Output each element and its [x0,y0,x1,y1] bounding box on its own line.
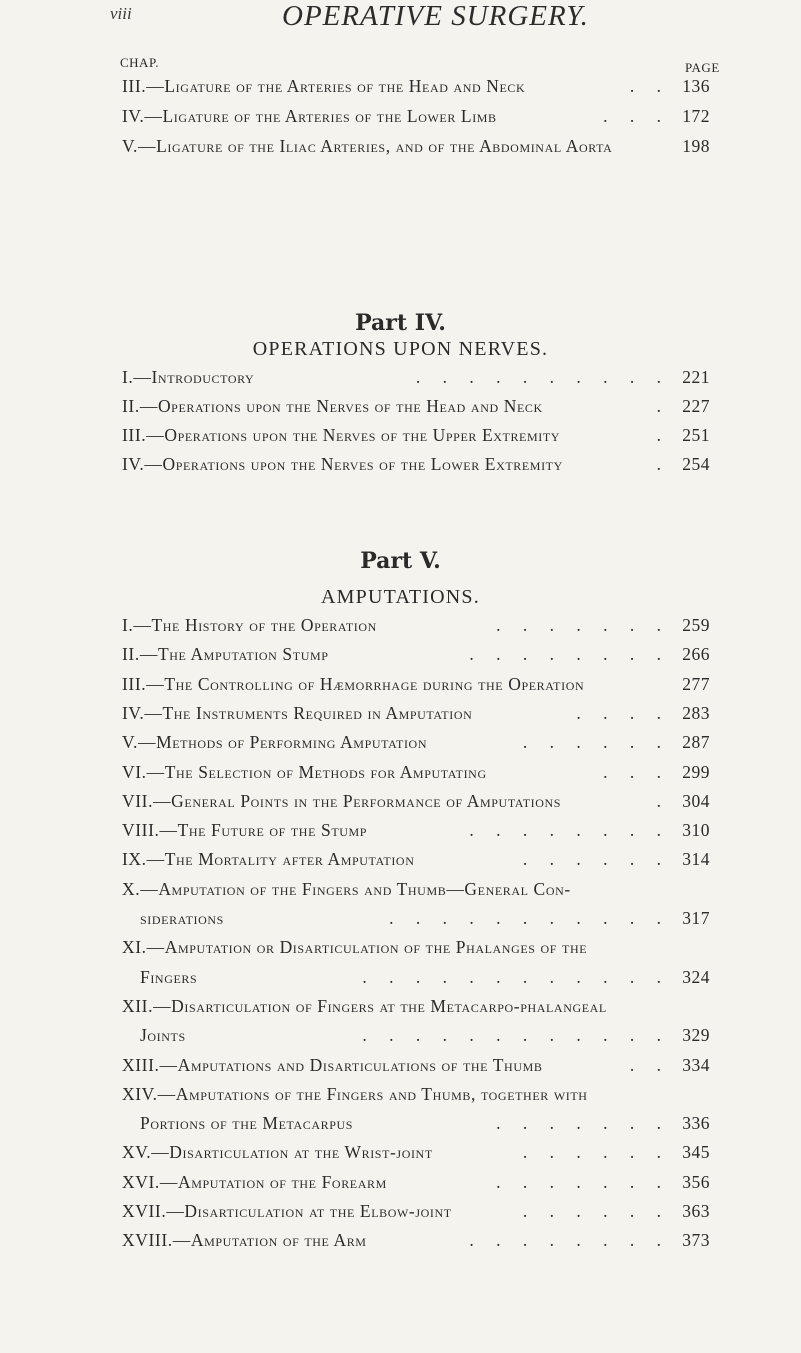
chapter-title: —The Amputation Stump [139,644,329,665]
page-ref: 221 [682,367,710,387]
toc-entry-text [122,701,472,725]
toc-entry [0,994,801,1018]
page-ref: 334 [682,1054,710,1075]
chapter-number: VIII. [122,820,160,841]
leader-dots: . [656,396,670,416]
toc-entry [0,730,801,754]
chapter-title: —Operations upon the Nerves of the Lower Extremity [144,454,563,474]
toc-entry [0,365,801,389]
leader-dots: . . . . . . . . . . . . [362,966,670,987]
chapter-title: —Ligature of the Arteries of the Head and Neck [146,76,526,96]
chapter-number: XVI. [122,1171,160,1192]
leader-dots: . . . . . . . [496,615,670,635]
chapter-number: III. [122,76,147,96]
page-column-label: PAGE [685,60,720,75]
leader-dots: . . . . . . . . [469,1230,670,1251]
chapter-title: —The Controlling of Hæmorrhage during the Operation [146,673,585,694]
toc-entry-text [140,965,197,989]
toc-entry-text [122,365,254,389]
chapter-title: —Amputation of the Forearm [159,1171,387,1192]
leader-dots: . . . . . . [522,849,670,870]
toc-entry [0,1228,801,1252]
toc-entry-text [122,423,560,447]
toc-entry-text [122,1170,387,1194]
leader-dots: . . . . . . . . . . . [389,908,670,928]
chapter-number: I. [122,615,134,635]
part-v-subheading: AMPUTATIONS. [321,586,480,608]
toc-entry-text [122,74,525,98]
toc-entry-text [122,452,563,476]
chapter-title: —Ligature of the Iliac Arteries, and of the Abdominal Aorta [137,136,613,156]
leader-dots: . . . . . . . . . . . . [362,1025,670,1046]
toc-entry [0,104,801,128]
page-ref: 299 [682,761,710,782]
chapter-number: XIII. [122,1054,160,1075]
toc-entry [0,394,801,418]
leader-dots: . [656,790,670,811]
toc-entry [0,818,801,842]
leader-dots: . . . . . . . . [469,644,670,665]
page-ref: 317 [682,908,710,928]
leader-dots: . . . . . . . . . . [415,367,670,387]
chapter-title: —Methods of Performing Amputation [137,732,428,753]
page-ref: 283 [682,702,710,723]
chapter-title: —Disarticulation of Fingers at the Metacarpo-phalangeal [153,995,607,1016]
toc-entry-text [140,1111,353,1135]
toc-entry-text [122,1199,452,1223]
chapter-title: —Amputations of the Fingers and Thumb, together with [157,1083,588,1104]
page-ref: 277 [682,673,710,694]
chapter-title: —Disarticulation at the Elbow-joint [166,1201,452,1221]
chapter-number: IV. [122,106,145,126]
toc-entry-text [122,394,543,418]
running-title: OPERATIVE SURGERY. [282,0,589,32]
chapter-title: siderations [140,908,224,928]
chapter-title: —The History of the Operation [133,615,377,635]
leader-dots: . . [629,1054,670,1075]
chapter-number: III. [122,673,147,694]
page-ref: 336 [682,1113,710,1134]
toc-entry-text [122,1082,588,1106]
page-ref: 251 [682,425,710,445]
toc-entry-text [122,847,414,871]
toc-entry-text [122,104,497,128]
chapter-title: Fingers [140,966,198,987]
page-ref: 198 [682,136,710,156]
page-ref: 287 [682,732,710,753]
page-ref: 172 [682,106,710,126]
page-ref: 266 [682,644,710,665]
chapter-number: VI. [122,761,147,782]
toc-entry-text [122,760,487,784]
leader-dots: . [656,454,670,474]
toc-entry-text [122,1140,433,1164]
chapter-number: XVIII. [122,1230,173,1251]
leader-dots: . . . [603,106,670,126]
chapter-number: III. [122,425,147,445]
chapter-title: Portions of the Metacarpus [140,1113,354,1134]
toc-entry [0,672,801,696]
chapter-number: V. [122,136,138,156]
chapter-title: Joints [140,1025,186,1046]
chapter-title: —The Selection of Methods for Amputating [146,761,487,782]
toc-entry [0,1199,801,1223]
page-ref: 345 [682,1142,710,1163]
chapter-number: X. [122,878,141,899]
chapter-number: XI. [122,937,147,958]
chapter-title: —Ligature of the Arteries of the Lower Limb [144,106,497,126]
chapter-number: IV. [122,454,145,474]
toc-entry-text [122,877,571,901]
leader-dots: . . . [603,761,670,782]
toc-entry [0,1111,801,1135]
toc-entry [0,935,801,959]
toc-entry [0,701,801,725]
toc-entry [0,1053,801,1077]
toc-entry-text [122,935,587,959]
chapter-number: VII. [122,790,154,811]
chapter-number: II. [122,644,140,665]
page-ref: 136 [682,76,710,96]
toc-entry [0,847,801,871]
toc-entry [0,613,801,637]
toc-entry [0,642,801,666]
chapter-number: II. [122,396,140,416]
part-iv-subheading: OPERATIONS UPON NERVES. [252,338,549,360]
page-ref: 363 [682,1201,710,1221]
page-number: viii [110,4,132,23]
toc-entry [0,965,801,989]
page-ref: 329 [682,1025,710,1046]
leader-dots: . [656,425,670,445]
leader-dots: . . . . . . . . [469,820,670,841]
chapter-title: —The Future of the Stump [159,820,368,841]
chapter-number: I. [122,367,134,387]
toc-entry [0,1082,801,1106]
leader-dots: . . . . . . [522,732,670,753]
leader-dots: . . . . . . . [496,1171,670,1192]
toc-entry [0,452,801,476]
chapter-title: —General Points in the Performance of Amputations [153,790,562,811]
toc-entry [0,906,801,930]
toc-entry [0,423,801,447]
chapter-title: —Introductory [133,367,255,387]
chapter-title: —Amputations and Disarticulations of the Thumb [159,1054,543,1075]
page-ref: 356 [682,1171,710,1192]
toc-entry-text [122,642,329,666]
chapter-title: —Operations upon the Nerves of the Head and Neck [139,396,543,416]
toc-entry [0,1140,801,1164]
page-ref: 227 [682,396,710,416]
toc-entry-text [122,134,612,158]
toc-entry-text [122,730,427,754]
leader-dots: . . . . . . . [496,1113,670,1134]
toc-entry [0,134,801,158]
part-v-heading: Part V. [360,548,441,574]
toc-entry-text [122,1228,367,1252]
toc-entry [0,1170,801,1194]
toc-entry [0,760,801,784]
toc-entry [0,877,801,901]
chapter-title: —Amputation of the Fingers and Thumb—General Con- [140,878,571,899]
page-ref: 310 [682,820,710,841]
toc-entry [0,789,801,813]
page-ref: 314 [682,849,710,870]
chapter-number: XV. [122,1142,152,1163]
chapter-title: —The Mortality after Amputation [146,849,415,870]
leader-dots: . . [629,76,670,96]
leader-dots: . . . . . . [522,1201,670,1221]
leader-dots: . . . . . . [522,1142,670,1163]
page-ref: 324 [682,966,710,987]
toc-entry [0,74,801,98]
toc-entry-text [122,1053,542,1077]
toc-entry-text [122,613,377,637]
chapter-title: —The Instruments Required in Amputation [144,702,473,723]
toc-entry-text [122,818,367,842]
chapter-number: XII. [122,995,154,1016]
toc-entry-text [122,789,561,813]
toc-entry [0,1023,801,1047]
page-ref: 259 [682,615,710,635]
page-ref: 373 [682,1230,710,1251]
chapter-title: —Disarticulation at the Wrist-joint [151,1142,433,1163]
chapter-title: —Operations upon the Nerves of the Upper Extremity [146,425,561,445]
chapter-number: IV. [122,702,145,723]
toc-entry-text [140,906,224,930]
chapter-title: —Amputation or Disarticulation of the Phalanges of the [146,937,588,958]
page-ref: 304 [682,790,710,811]
chapter-number: XVII. [122,1201,167,1221]
toc-entry-text [122,672,584,696]
chapter-number: XIV. [122,1083,158,1104]
part-iv-heading: Part IV. [355,310,446,336]
chap-column-label: CHAP. [120,55,159,70]
leader-dots: . . . . [576,702,670,723]
chapter-title: —Amputation of the Arm [172,1230,367,1251]
page-ref: 254 [682,454,710,474]
toc-entry-text [140,1023,186,1047]
chapter-number: V. [122,732,138,753]
chapter-number: IX. [122,849,147,870]
toc-entry-text [122,994,607,1018]
